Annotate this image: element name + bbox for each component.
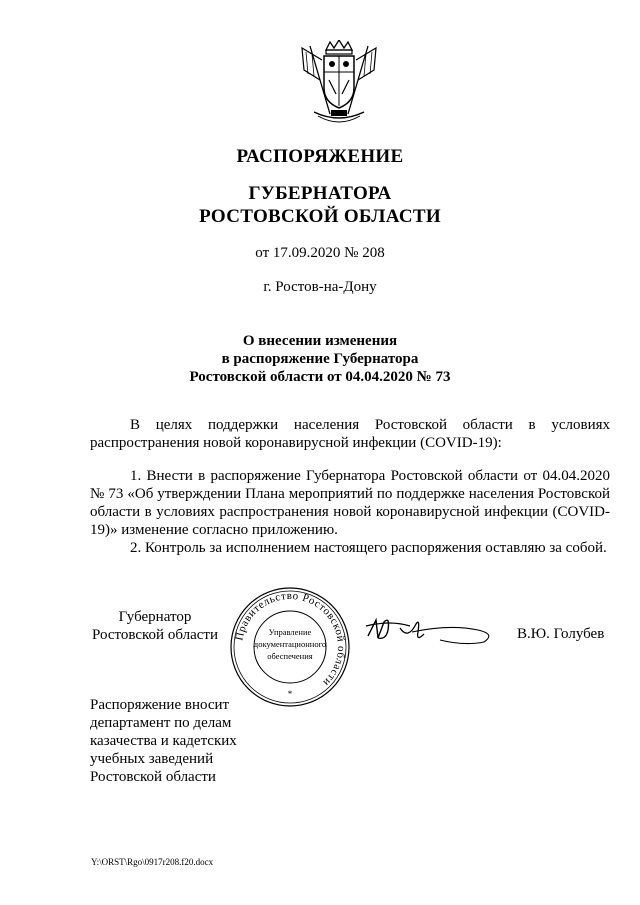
- subject-line2: в распоряжение Губернатора: [221, 351, 419, 367]
- item-1-paragraph: [90, 467, 610, 539]
- preamble-text: В целях поддержки населения Ростовской области в условиях распространения новой коронавирусной инфекции (COVID-19):: [90, 417, 610, 451]
- submitted-by-line3: казачества и кадетских: [90, 733, 237, 749]
- submitted-by-line2: департамент по делам: [90, 715, 232, 731]
- footer-file-path: Y:\ORST\Rgo\0917r208.f20.docx: [91, 857, 214, 867]
- date-and-number: от 17.09.2020 № 208: [255, 245, 385, 261]
- official-stamp: [228, 585, 352, 709]
- item-2-text: 2. Контроль за исполнением настоящего распоряжения оставляю за собой.: [130, 540, 607, 556]
- stamp-center-line2: документационного: [253, 639, 327, 649]
- submitted-by-line5: Ростовской области: [90, 769, 216, 785]
- handwritten-signature: [360, 610, 500, 650]
- signatory-title: [90, 608, 220, 644]
- submitted-by-line1: Распоряжение вносит: [90, 697, 230, 713]
- coat-of-arms-emblem: [296, 40, 382, 130]
- subject-line1: О внесении изменения: [242, 333, 398, 349]
- signatory-title-line2: Ростовской области: [92, 627, 218, 643]
- city-of-issue: г. Ростов-на-Дону: [263, 279, 377, 295]
- submitted-by-line4: учебных заведений: [90, 751, 214, 767]
- svg-text:*: *: [287, 689, 293, 699]
- issuer-heading-line1: ГУБЕРНАТОРА: [248, 183, 392, 204]
- preamble-paragraph: [90, 416, 610, 452]
- item-1-text: 1. Внести в распоряжение Губернатора Ростовской области от 04.04.2020 № 73 «Об утверждении Плана мероприятий по поддержке населения Ростовской области в условиях распространения новой коронавирусной инфекции (COVID-19)» изменение согласно приложению.: [90, 468, 610, 538]
- stamp-center-line3: обеспечения: [267, 651, 313, 661]
- item-2-paragraph: [90, 539, 610, 557]
- stamp-ring-text: Правительство Ростовской области: [233, 589, 348, 689]
- submitted-by-block: [90, 696, 290, 786]
- document-type-heading: РАСПОРЯЖЕНИЕ: [236, 146, 404, 167]
- stamp-center-line1: Управление: [268, 627, 312, 637]
- subject-line3: Ростовской области от 04.04.2020 № 73: [189, 369, 451, 385]
- signatory-title-line1: Губернатор: [118, 609, 192, 625]
- signatory-name: В.Ю. Голубев: [517, 626, 605, 642]
- issuer-heading-line2: РОСТОВСКОЙ ОБЛАСТИ: [199, 206, 441, 227]
